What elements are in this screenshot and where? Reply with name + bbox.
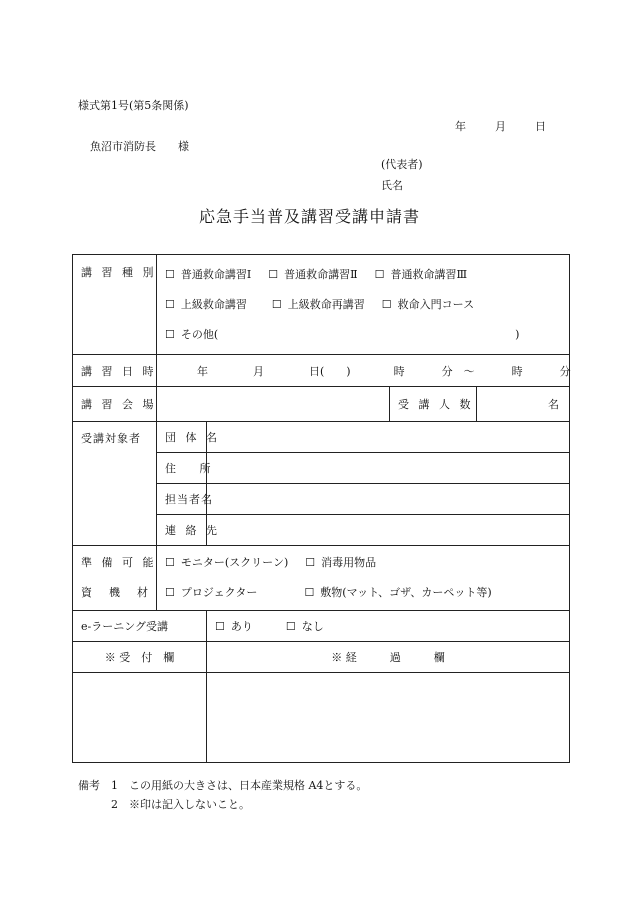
- progress-header: ※ 経 過 欄: [207, 642, 570, 673]
- checkbox-advanced-retake[interactable]: ☐: [271, 297, 282, 311]
- attendees-field[interactable]: [477, 387, 570, 422]
- page-title: 応急手当普及講習受講申請書: [199, 207, 421, 226]
- option-projector: プロジェクター: [180, 586, 258, 599]
- equipment-options: [157, 546, 570, 611]
- datetime-field[interactable]: [157, 355, 570, 387]
- venue-label: 講 習 会 場: [73, 387, 157, 422]
- representative-label: (代表者): [381, 158, 423, 171]
- date-line: [455, 118, 546, 134]
- dt-hour-2: 時: [511, 364, 523, 378]
- address-field[interactable]: [207, 453, 570, 484]
- course-type-options: [157, 255, 570, 355]
- form-number: 様式第1号(第5条関係): [78, 99, 189, 112]
- checkbox-monitor[interactable]: ☐: [165, 556, 175, 569]
- dt-minute: 分 ～: [441, 364, 475, 378]
- reception-field[interactable]: [73, 673, 207, 763]
- note-1: 備考 1 この用紙の大きさは、日本産業規格 A4とする。: [78, 779, 368, 792]
- dt-day: 日( ): [309, 364, 351, 378]
- checkbox-disinfectant[interactable]: ☐: [305, 556, 316, 569]
- attendees-label: 受 講 人 数: [390, 387, 477, 422]
- checkbox-mat[interactable]: ☐: [304, 586, 315, 599]
- checkbox-basic-3[interactable]: ☐: [374, 267, 385, 281]
- date-month: 月: [495, 120, 506, 133]
- dt-hour: 時: [393, 364, 405, 378]
- group-name-field[interactable]: [207, 422, 570, 453]
- option-monitor: モニター(スクリーン): [180, 556, 289, 569]
- checkbox-elearning-yes[interactable]: ☐: [215, 620, 225, 633]
- date-day: 日: [535, 120, 546, 133]
- checkbox-basic-1[interactable]: ☐: [165, 267, 175, 281]
- note-2: 2 ※印は記入しないこと。: [111, 798, 250, 811]
- elearning-options: [207, 611, 570, 642]
- course-row-2: [165, 290, 569, 320]
- course-type-label: 講 習 種 別: [73, 255, 157, 355]
- checkbox-elearning-no[interactable]: ☐: [285, 620, 296, 633]
- datetime-label: 講 習 日 時: [73, 355, 157, 387]
- option-intro: 救命入門コース: [397, 297, 475, 311]
- elearning-label: e-ラーニング受講: [73, 611, 207, 642]
- group-name-label: 団 体 名: [157, 422, 207, 453]
- dt-minute-2: 分: [559, 364, 571, 378]
- date-year: 年: [455, 120, 466, 133]
- option-basic-1: 普通救命講習Ⅰ: [180, 267, 252, 281]
- option-advanced: 上級救命講習: [180, 297, 247, 311]
- option-disinfectant: 消毒用物品: [321, 556, 377, 569]
- option-elearning-yes: あり: [230, 620, 253, 633]
- checkbox-other[interactable]: ☐: [165, 327, 175, 341]
- checkbox-basic-2[interactable]: ☐: [268, 267, 279, 281]
- equipment-label: [73, 546, 157, 611]
- reception-header: ※ 受 付 欄: [73, 642, 207, 673]
- contact-label: 連 絡 先: [157, 515, 207, 546]
- option-basic-3: 普通救命講習Ⅲ: [390, 267, 468, 281]
- course-row-1: [165, 260, 569, 290]
- option-other: その他(: [180, 327, 219, 341]
- course-row-3: [165, 320, 569, 350]
- target-label: 受講対象者: [73, 422, 157, 546]
- equipment-row-1: [165, 548, 569, 578]
- attendees-unit: 名: [548, 398, 560, 411]
- contact-person-label: 担当者名: [157, 484, 207, 515]
- name-label: 氏名: [381, 179, 403, 192]
- option-basic-2: 普通救命講習Ⅱ: [284, 267, 358, 281]
- checkbox-intro[interactable]: ☐: [381, 297, 392, 311]
- checkbox-projector[interactable]: ☐: [165, 586, 175, 599]
- address-label: 住 所: [157, 453, 207, 484]
- contact-field[interactable]: [207, 515, 570, 546]
- option-other-close: ): [515, 327, 520, 341]
- contact-person-field[interactable]: [207, 484, 570, 515]
- option-advanced-retake: 上級救命再講習: [287, 297, 365, 311]
- equipment-label-1: 準 備 可 能: [81, 556, 157, 569]
- venue-field[interactable]: [157, 387, 390, 422]
- equipment-label-2: 資 機 材: [81, 586, 151, 599]
- progress-field[interactable]: [207, 673, 570, 763]
- application-table: [72, 254, 570, 763]
- checkbox-advanced[interactable]: ☐: [165, 297, 175, 311]
- dt-month: 月: [253, 364, 264, 378]
- option-elearning-no: なし: [301, 620, 324, 633]
- addressee: 魚沼市消防長 様: [90, 140, 189, 153]
- notes: [78, 776, 367, 814]
- option-mat: 敷物(マット、ゴザ、カーペット等): [320, 586, 492, 599]
- equipment-row-2: [165, 578, 569, 608]
- dt-year: 年: [197, 364, 208, 378]
